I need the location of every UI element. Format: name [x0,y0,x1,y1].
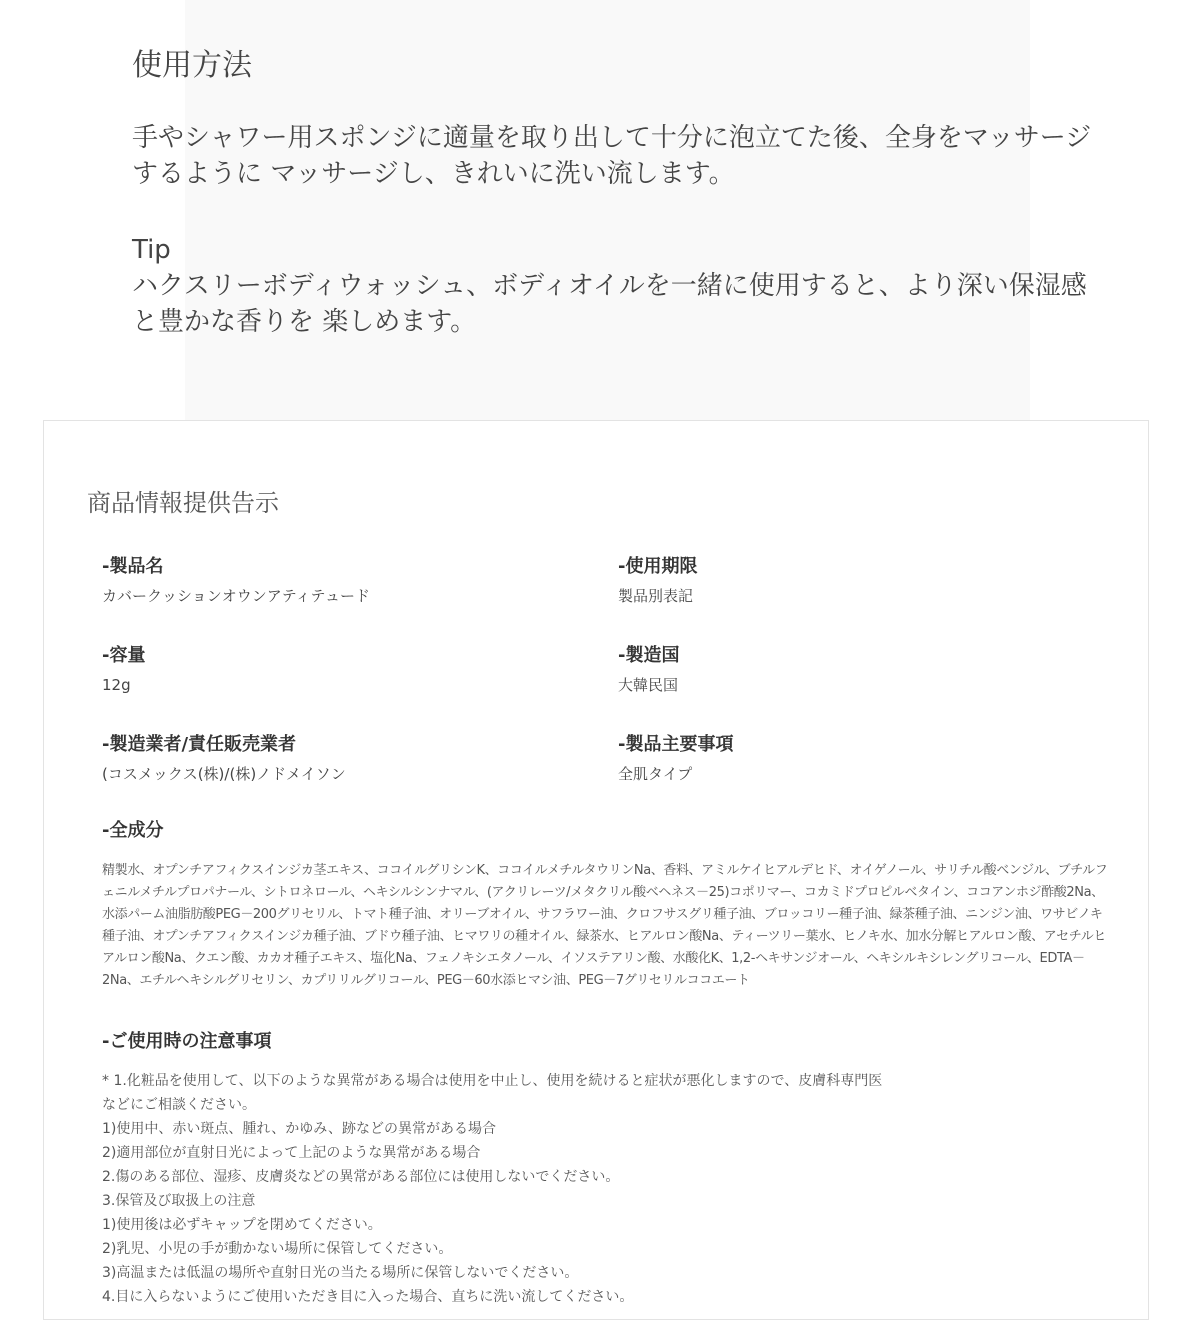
field-label: -製品名 [102,556,164,577]
product-info-title: 商品情報提供告示 [87,489,279,517]
field-value: カバークッションオウンアティテュード [102,587,371,605]
caution-item: 4.目に入らないようにご使用いただき目に入った場合、直ちに洗い流してください。 [102,1289,634,1305]
caution-item: 1)使用後は必ずキャップを閉めてください。 [102,1217,382,1233]
caution-item: などにご相談ください。 [102,1097,256,1113]
usage-section [132,40,1092,340]
field-value: 12g [102,676,131,694]
caution-item: * 1.化粧品を使用して、以下のような異常がある場合は使用を中止し、使用を続けると症状が悪化しますので、皮膚科専門医 [102,1073,883,1089]
cautions-list [102,1069,1112,1309]
usage-title: 使用方法 [132,48,252,83]
field-label: -製造業者/責任販売業者 [102,734,297,755]
tip-label: Tip [132,235,171,265]
field-label: -使用期限 [618,556,698,577]
field-label: -容量 [102,645,146,666]
usage-body: 手やシャワー用スポンジに適量を取り出して十分に泡立てた後、全身をマッサージするように マッサージし、きれいに洗い流します。 [132,123,1092,189]
ingredients-text: 精製水、オプンチアフィクスインジカ茎エキス、ココイルグリシンK、ココイルメチルタウリンNa、香料、アミルケイヒアルデヒド、オイゲノール、サリチル酸ベンジル、ブチルフェニルメチルプロパナール、シトロネロール、ヘキシルシンナマル、(アクリレーツ/メタクリル酸ベヘネス－25)コポリマー、コカミドプロピルベタイン、ココアンホジ酢酸2Na、水添パーム油脂肪酸PEG－200グリセリル、トマト種子油、オリーブオイル、サフラワー油、クロフサスグリ種子油、ブロッコリー種子油、緑茶種子油、ニンジン油、ワサビノキ種子油、オプンチアフィクスインジカ種子油、ブドウ種子油、ヒマワリの種オイル、緑茶水、ヒアルロン酸Na、ティーツリー葉水、ヒノキ水、加水分解ヒアルロン酸、アセチルヒアルロン酸Na、クエン酸、カカオ種子エキス、塩化Na、フェノキシエタノール、イソステアリン酸、水酸化K、1,2-ヘキサンジオール、ヘキシルキシレングリコール、EDTA－2Na、エチルヘキシルグリセリン、カプリリルグリコール、PEG－60水添ヒマシ油、PEG－7グリセリルココエート [102,863,1108,988]
field-value: 大韓民国 [618,676,679,694]
field-country [618,643,1078,698]
field-main-features [618,732,1078,787]
field-label: -製造国 [618,645,680,666]
cautions-label: -ご使用時の注意事項 [102,1031,272,1052]
field-volume [102,643,618,698]
caution-item: 2.傷のある部位、湿疹、皮膚炎などの異常がある部位には使用しないでください。 [102,1169,620,1185]
product-info-grid [102,554,1082,787]
field-manufacturer [102,732,618,787]
product-info-box [43,420,1149,1320]
cautions-section [102,1029,1112,1309]
caution-item: 3.保管及び取扱上の注意 [102,1193,256,1209]
ingredients-label: -全成分 [102,820,164,841]
field-value: 全肌タイプ [618,765,693,783]
ingredients-section [102,818,1112,992]
caution-item: 2)乳児、小児の手が動かない場所に保管してください。 [102,1241,453,1257]
caution-item: 1)使用中、赤い斑点、腫れ、かゆみ、跡などの異常がある場合 [102,1121,497,1137]
caution-item: 3)高温または低温の場所や直射日光の当たる場所に保管しないでください。 [102,1265,579,1281]
field-value: 製品別表記 [618,587,694,605]
tip-text: ハクスリーボディウォッシュ、ボディオイルを一緒に使用すると、より深い保湿感と豊かな香りを 楽しめます。 [132,271,1087,337]
field-product-name [102,554,618,609]
field-value: (コスメックス(株)/(株)ノドメイソン [102,765,346,783]
field-label: -製品主要事項 [618,734,734,755]
caution-item: 2)適用部位が直射日光によって上記のような異常がある場合 [102,1145,481,1161]
field-expiry [618,554,1078,609]
